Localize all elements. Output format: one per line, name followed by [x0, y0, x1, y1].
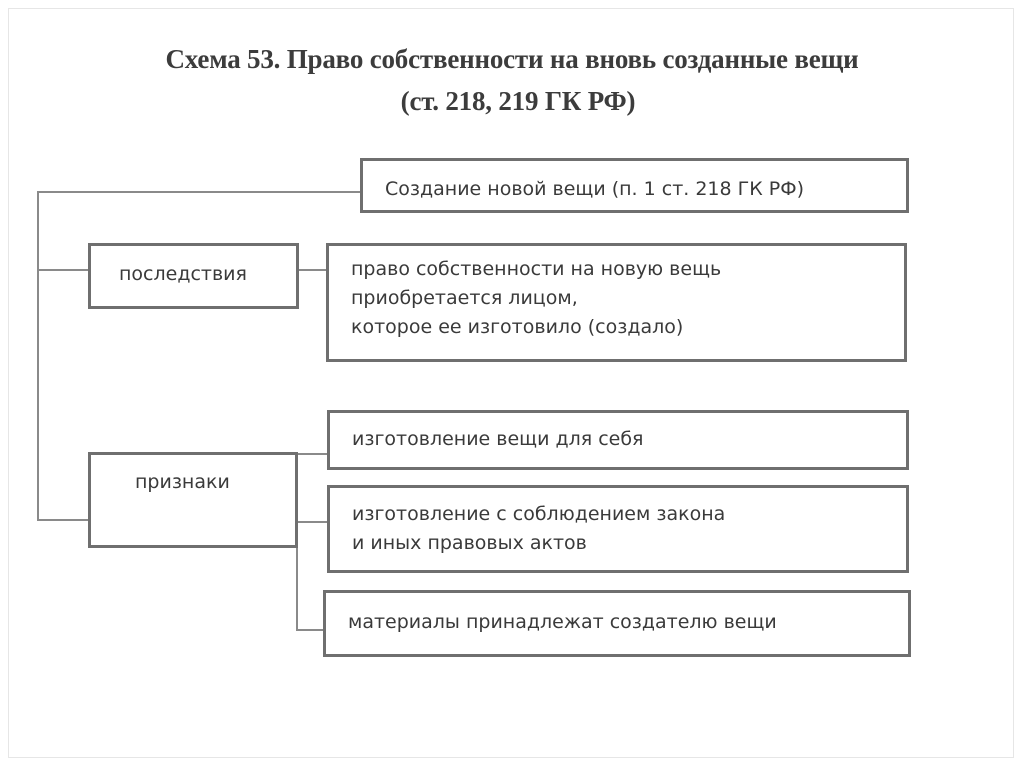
consequences-detail-line: которое ее изготовило (создало): [351, 316, 684, 338]
sign-item-2: [327, 485, 909, 573]
connector-sign-item-3: [296, 629, 325, 631]
sign-item-1: [327, 410, 909, 470]
main-vertical-connector: [37, 191, 39, 521]
sign-item-text: изготовление вещи для себя: [352, 428, 644, 450]
consequences-detail-line: приобретается лицом,: [351, 287, 578, 309]
signs-label: признаки: [135, 471, 230, 493]
consequences-label: последствия: [119, 263, 247, 285]
sign-item-text: и иных правовых актов: [352, 532, 587, 554]
consequences-box: [88, 243, 299, 309]
consequences-detail-box: [326, 243, 907, 362]
connector-to-consequences: [37, 269, 90, 271]
connector-sign-item-1: [296, 453, 329, 455]
creation-box-text: Создание новой вещи (п. 1 ст. 218 ГК РФ): [385, 178, 804, 200]
sign-item-3: [323, 590, 911, 657]
sign-item-text: изготовление с соблюдением закона: [352, 503, 726, 525]
connector-sign-item-2: [296, 521, 329, 523]
connector-to-signs: [37, 519, 90, 521]
diagram-subtitle: (ст. 218, 219 ГК РФ): [400, 86, 636, 116]
sign-item-text: материалы принадлежат создателю вещи: [348, 611, 777, 633]
consequences-detail-line: право собственности на новую вещь: [351, 258, 722, 280]
signs-box: [88, 452, 298, 548]
diagram-title: Схема 53. Право собственности на вновь созданные вещи: [165, 44, 859, 74]
creation-box: [360, 158, 909, 213]
connector-consequences-detail: [298, 269, 328, 271]
connector-to-creation-box: [37, 191, 362, 193]
